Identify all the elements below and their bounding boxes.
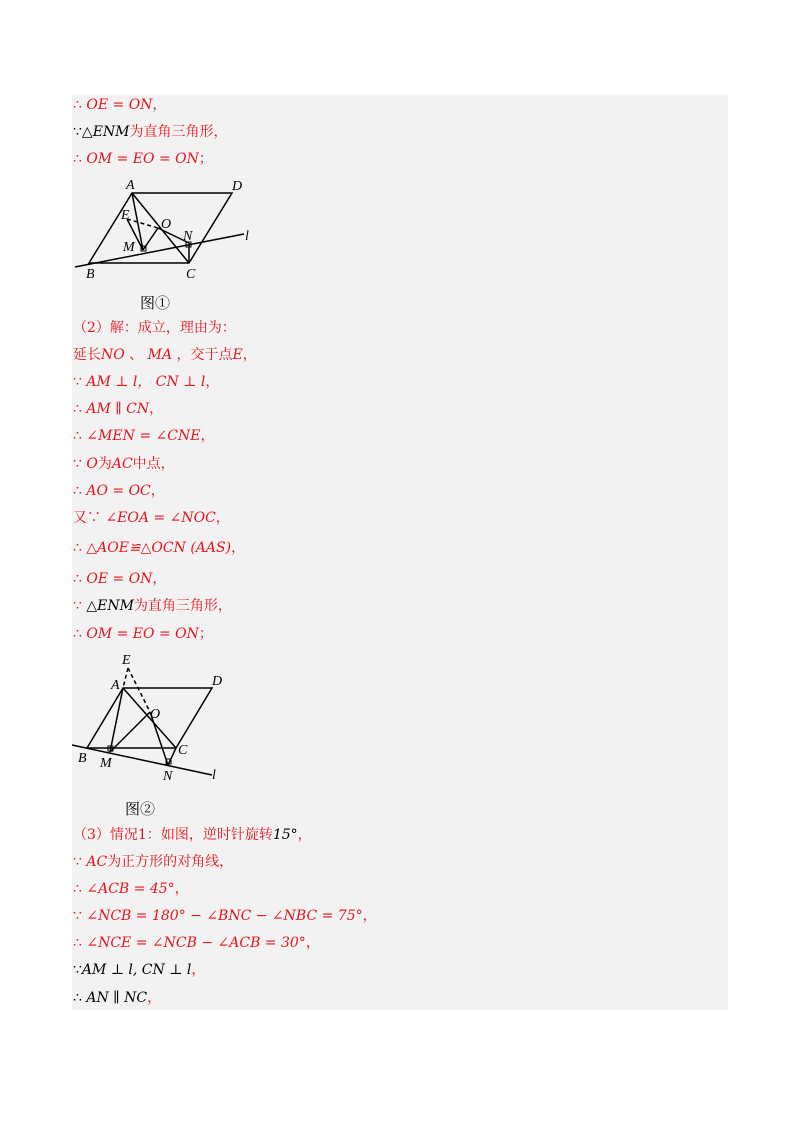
proof-line-4: （2）解：成立，理由为：: [73, 320, 236, 336]
vertex-label-c: C: [178, 743, 188, 758]
vertex-label-m: M: [100, 756, 112, 771]
line-tail: ，: [205, 374, 220, 390]
proof-line-17: [73, 853, 233, 871]
math-expr: AC: [111, 456, 133, 472]
proof-line-19: [73, 907, 377, 925]
math-expr: ∠NCE = ∠NCB − ∠ACB = 30°: [86, 935, 306, 951]
vertex-label-o: O: [161, 217, 172, 232]
therefore-symbol: ∴: [73, 97, 87, 113]
math-expr: NO: [101, 347, 125, 363]
math-expr: △AOE≌△OCN (AAS): [86, 540, 232, 556]
therefore-symbol: ∴: [73, 881, 87, 897]
because-symbol: ∵: [73, 962, 82, 978]
math-expr: OE = ON: [86, 97, 153, 113]
because-symbol: ∵: [73, 908, 87, 924]
line-tail: 为正方形的对角线，: [107, 854, 234, 870]
math-expr: OE = ON: [86, 571, 153, 587]
text-span: ，交于点: [172, 347, 233, 363]
because-symbol: 又∵: [73, 510, 106, 526]
line-tail: ，: [149, 401, 164, 417]
math-expr: △ENM: [81, 124, 130, 140]
line-tail: ，: [305, 935, 320, 951]
line-tail: ，: [147, 990, 162, 1006]
therefore-symbol: ∴: [73, 571, 87, 587]
line-tail: ；: [198, 626, 213, 642]
vertex-label-n: N: [183, 229, 193, 244]
math-expr: ∠MEN = ∠CNE: [86, 428, 201, 444]
math-expr: OM = EO = ON: [86, 151, 199, 167]
proof-line-18: [73, 880, 189, 898]
math-expr: ∠NCB = 180° − ∠BNC − ∠NBC = 75°: [86, 908, 363, 924]
math-expr: OM = EO = ON: [86, 626, 199, 642]
therefore-symbol: ∴: [73, 428, 87, 444]
therefore-symbol: ∴: [73, 540, 87, 556]
vertex-label-e: E: [121, 208, 130, 223]
vertex-label-d: D: [232, 179, 243, 194]
math-expr: AN ∥ NC: [86, 990, 148, 1006]
therefore-symbol: ∴: [73, 483, 87, 499]
therefore-symbol: ∴: [73, 626, 87, 642]
math-expr: AM ⊥ l, CN ⊥ l: [81, 962, 192, 978]
math-expr: E: [232, 347, 243, 363]
therefore-symbol: ∴: [73, 151, 87, 167]
vertex-label-b: B: [78, 751, 87, 766]
line-tail: ，: [297, 827, 312, 843]
text-span: 、: [124, 347, 148, 363]
vertex-label-d: D: [212, 674, 223, 689]
text-span: （3）情况1：如图，逆时针旋转: [73, 827, 273, 843]
math-expr: ∠EOA = ∠NOC: [105, 510, 216, 526]
vertex-label-e: E: [122, 653, 131, 668]
line-tail: 为直角三角形，: [129, 124, 228, 140]
because-symbol: ∵: [73, 854, 87, 870]
math-expr: AO = OC: [86, 483, 151, 499]
line-tail: 为直角三角形，: [133, 598, 232, 614]
vertex-label-b: B: [86, 267, 95, 282]
math-expr: 15°: [272, 827, 298, 843]
line-tail: ，: [152, 97, 167, 113]
therefore-symbol: ∴: [73, 935, 87, 951]
vertex-label-o: O: [150, 707, 161, 722]
math-expr: △ENM: [86, 598, 134, 614]
math-expr: AM ∥ CN: [86, 401, 150, 417]
line-tail: 中点，: [132, 456, 175, 472]
math-expr: O: [86, 456, 98, 472]
vertex-label-a: A: [111, 678, 120, 693]
text-span: 为: [97, 456, 112, 472]
line-label-l: l: [245, 229, 249, 244]
vertex-label-a: A: [126, 178, 135, 193]
line-tail: ，: [174, 881, 189, 897]
because-symbol: ∵: [73, 598, 87, 614]
line-tail: ，: [231, 540, 246, 556]
line-tail: ，: [215, 510, 230, 526]
vertex-label-n: N: [163, 769, 173, 784]
line-tail: ，: [150, 483, 165, 499]
proof-line-21: [73, 961, 205, 979]
proof-line-22: [73, 989, 161, 1007]
line-tail: ；: [198, 151, 213, 167]
because-symbol: ∵: [73, 374, 87, 390]
line-tail: ，: [242, 347, 257, 363]
text-span: 延长: [73, 347, 101, 363]
line-tail: ，: [200, 428, 215, 444]
figure-1-caption: 图①: [140, 294, 171, 312]
because-symbol: ∵: [73, 124, 82, 140]
because-symbol: ∵: [73, 456, 87, 472]
vertex-label-c: C: [186, 267, 196, 282]
line-label-l: l: [212, 768, 216, 783]
proof-line-20: [73, 934, 320, 952]
math-expr: AM ⊥ l， CN ⊥ l: [86, 374, 206, 390]
proof-line-16: [73, 826, 312, 844]
math-expr: ∠ACB = 45°: [86, 881, 175, 897]
math-expr: AC: [86, 854, 108, 870]
therefore-symbol: ∴: [73, 990, 87, 1006]
line-tail: ，: [191, 962, 206, 978]
figure-2-caption: 图②: [125, 800, 156, 818]
line-tail: ，: [362, 908, 377, 924]
therefore-symbol: ∴: [73, 401, 87, 417]
math-expr: MA: [147, 347, 173, 363]
vertex-label-m: M: [123, 240, 135, 255]
line-tail: ，: [152, 571, 167, 587]
